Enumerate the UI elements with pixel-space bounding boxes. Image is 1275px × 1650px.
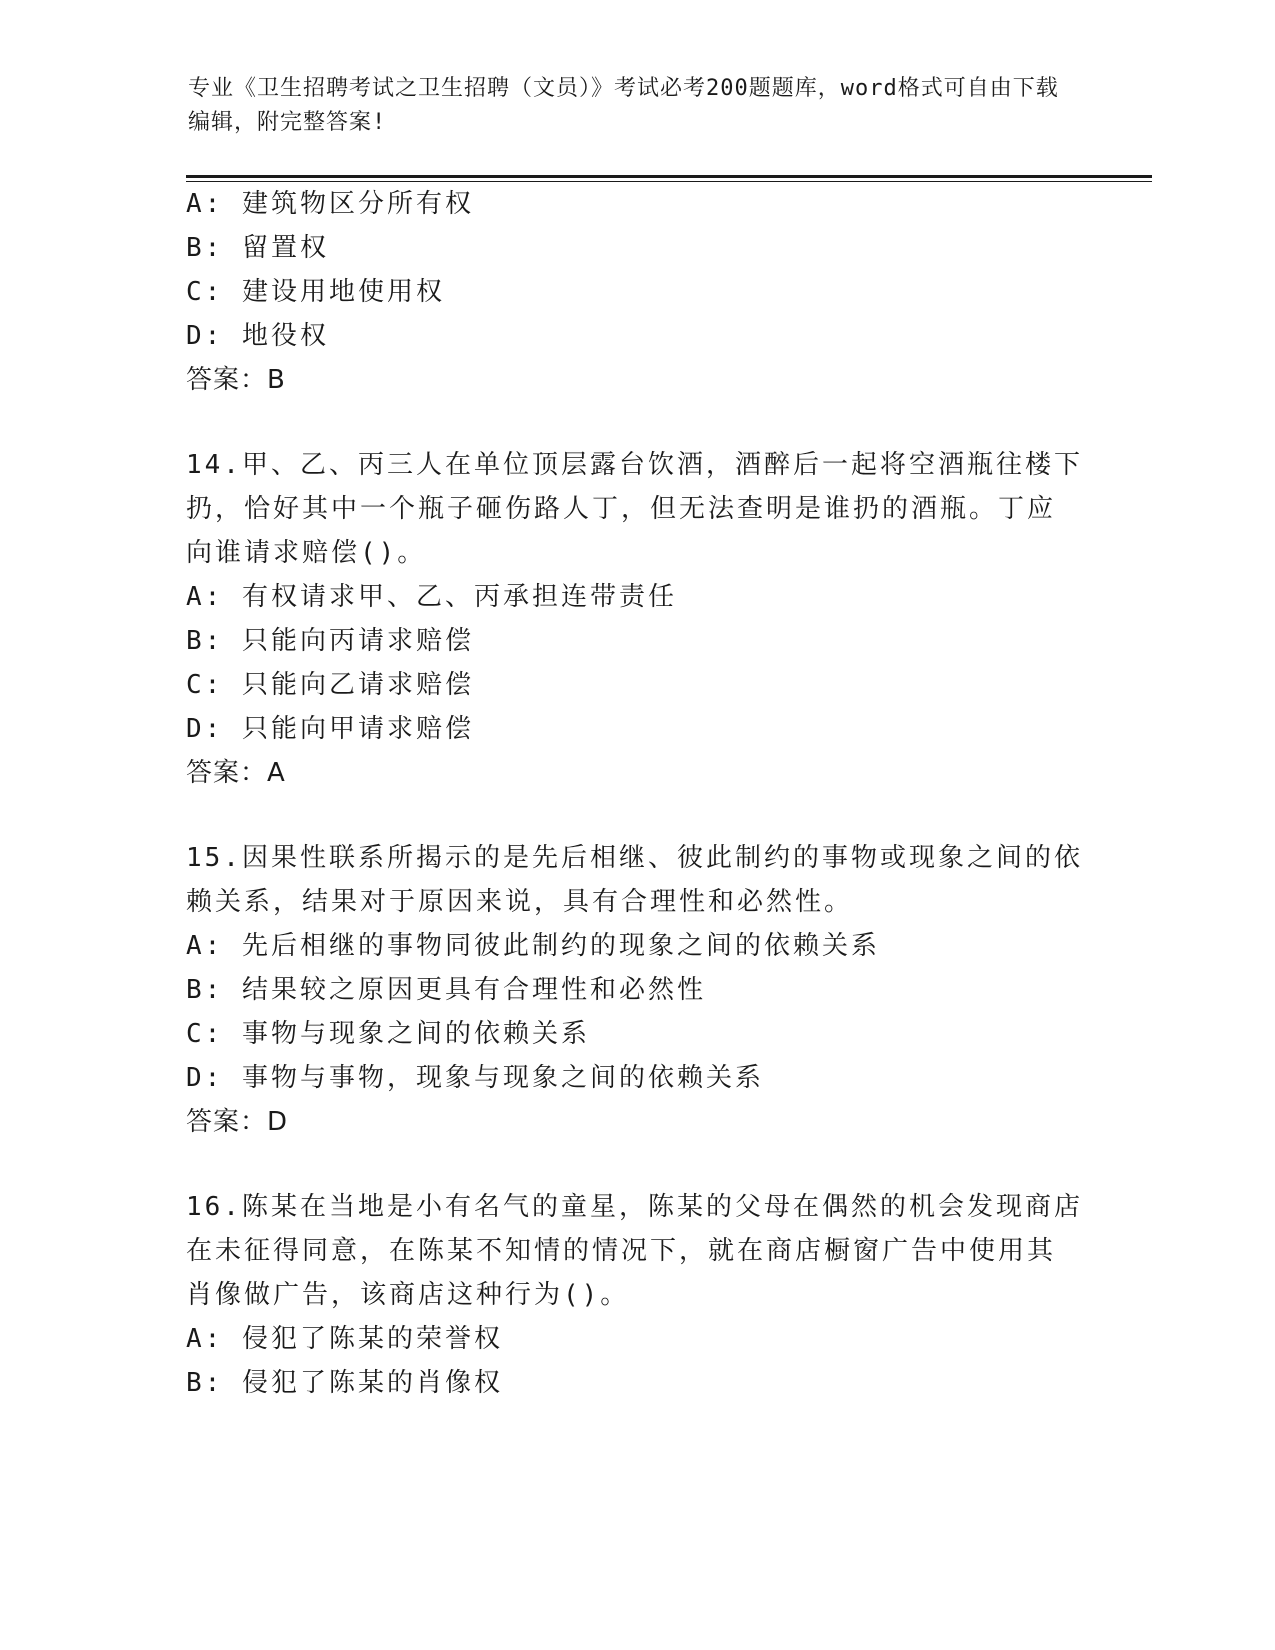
q14-option-a: A: 有权请求甲、乙、丙承担连带责任 xyxy=(186,582,677,612)
q15-option-a: A: 先后相继的事物同彼此制约的现象之间的依赖关系 xyxy=(186,931,880,961)
q14-option-b: B: 只能向丙请求赔偿 xyxy=(186,626,474,656)
q16-stem-line-2: 在未征得同意，在陈某不知情的情况下，就在商店橱窗广告中使用其 xyxy=(186,1236,1057,1266)
header-divider-thick xyxy=(186,175,1152,178)
q13-answer: 答案：B xyxy=(186,365,286,395)
q16-option-b: B: 侵犯了陈某的肖像权 xyxy=(186,1368,503,1398)
q14-stem-line-2: 扔，恰好其中一个瓶子砸伤路人丁，但无法查明是谁扔的酒瓶。丁应 xyxy=(186,494,1057,524)
q16-stem-line-3: 肖像做广告，该商店这种行为()。 xyxy=(186,1280,630,1310)
q14-option-c: C: 只能向乙请求赔偿 xyxy=(186,670,474,700)
q15-stem-line-1: 15.因果性联系所揭示的是先后相继、彼此制约的事物或现象之间的依 xyxy=(186,843,1083,873)
q14-answer: 答案：A xyxy=(186,758,286,788)
q15-stem-line-2: 赖关系，结果对于原因来说，具有合理性和必然性。 xyxy=(186,887,854,917)
q15-option-b: B: 结果较之原因更具有合理性和必然性 xyxy=(186,975,706,1005)
q14-stem-line-1: 14.甲、乙、丙三人在单位顶层露台饮酒，酒醉后一起将空酒瓶往楼下 xyxy=(186,450,1083,480)
q13-option-c: C: 建设用地使用权 xyxy=(186,277,445,307)
q13-option-d: D: 地役权 xyxy=(186,321,329,351)
q15-answer: 答案：D xyxy=(186,1107,289,1137)
q16-option-a: A: 侵犯了陈某的荣誉权 xyxy=(186,1324,503,1354)
q14-stem-line-3: 向谁请求赔偿()。 xyxy=(186,538,427,568)
q13-option-b: B: 留置权 xyxy=(186,233,329,263)
document-header: 专业《卫生招聘考试之卫生招聘（文员）》考试必考200题题库，word格式可自由下载编辑，附完整答案! xyxy=(188,76,1059,135)
q15-option-d: D: 事物与事物，现象与现象之间的依赖关系 xyxy=(186,1063,764,1093)
q16-stem-line-1: 16.陈某在当地是小有名气的童星，陈某的父母在偶然的机会发现商店 xyxy=(186,1192,1083,1222)
q14-option-d: D: 只能向甲请求赔偿 xyxy=(186,714,474,744)
q15-option-c: C: 事物与现象之间的依赖关系 xyxy=(186,1019,590,1049)
q13-option-a: A: 建筑物区分所有权 xyxy=(186,189,474,219)
